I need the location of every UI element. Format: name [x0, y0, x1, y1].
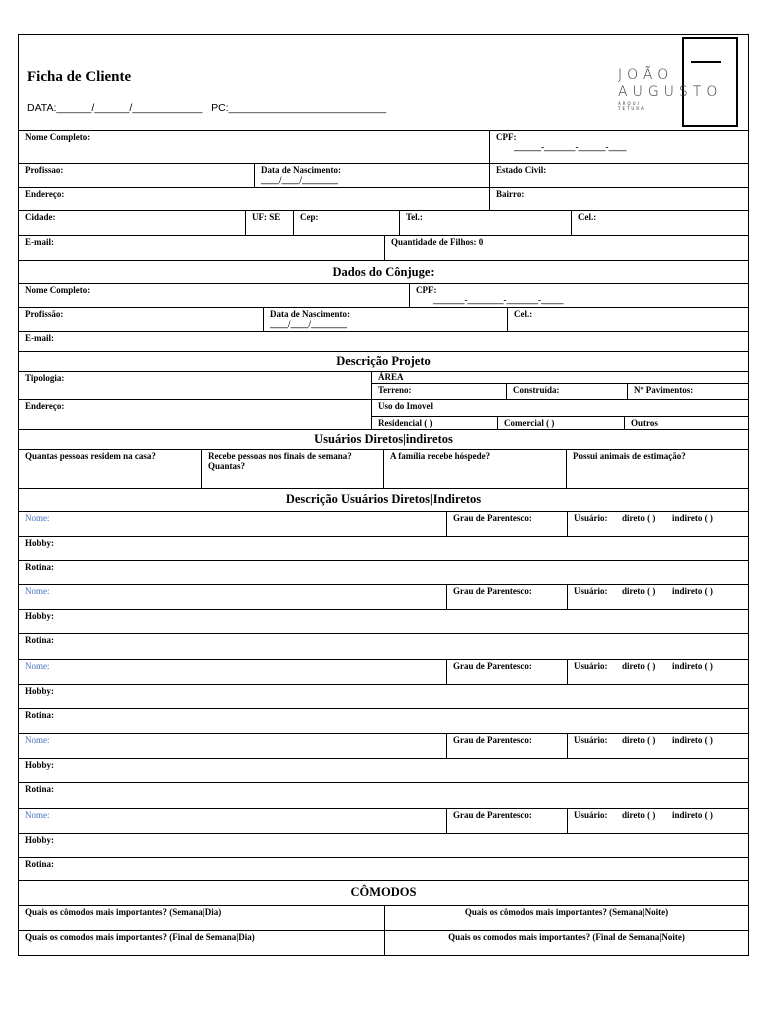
- user-hobby-field[interactable]: [19, 759, 748, 782]
- comodos-fim-semana-noite-label: Quais os comodos mais importantes? (Final de Semana|Noite): [448, 932, 685, 942]
- user-rotina-field[interactable]: [19, 561, 748, 584]
- residencial-label: Residencial ( ): [378, 418, 433, 428]
- comodos-semana-noite-label: Quais os cômodos mais importantes? (Semana|Noite): [464, 907, 669, 917]
- conjuge-profissao-label: Profissão:: [25, 309, 64, 319]
- user-row-hobby: [19, 536, 748, 560]
- profissao-field[interactable]: [19, 164, 254, 187]
- data-nascimento-field[interactable]: [254, 164, 489, 187]
- nome-completo-label: Nome Completo:: [25, 132, 91, 142]
- user-hobby-field[interactable]: [19, 685, 748, 708]
- user-direto-option[interactable]: direto ( ): [622, 661, 656, 671]
- row-conjuge-profissao: [19, 307, 748, 331]
- conjuge-cel-label: Cel.:: [514, 309, 533, 319]
- logo-text-tetura: TETURA: [618, 106, 646, 111]
- user-row-hobby: [19, 609, 748, 633]
- conjuge-email-field[interactable]: [19, 332, 748, 351]
- user-nome-label: Nome:: [25, 661, 50, 671]
- user-hobby-field[interactable]: [19, 834, 748, 857]
- date-pc-line[interactable]: DATA:______/______/____________ PC:___________________________: [27, 102, 387, 114]
- user-nome-field[interactable]: [19, 585, 446, 609]
- user-usuario-label: Usuário:: [574, 735, 608, 745]
- user-usuario-label: Usuário:: [574, 586, 608, 596]
- user-nome-label: Nome:: [25, 586, 50, 596]
- tel-field[interactable]: [399, 211, 571, 235]
- user-hobby-label: Hobby:: [25, 538, 55, 548]
- pessoas-residem-label: Quantas pessoas residem na casa?: [25, 451, 156, 461]
- user-rotina-field[interactable]: [19, 709, 748, 732]
- section-usuarios: [19, 429, 748, 449]
- comodos-semana-dia-field[interactable]: [19, 906, 384, 930]
- cpf-mask: ______-_______-______-____: [514, 142, 627, 152]
- user-row-nome: [19, 584, 748, 609]
- bairro-field[interactable]: [489, 188, 748, 210]
- outros-label: Outros: [631, 418, 658, 428]
- conjuge-nascimento-label: Data de Nascimento:: [270, 309, 350, 319]
- uf-label: UF: SE: [252, 212, 281, 222]
- section-title-conjuge: Dados do Cônjuge:: [332, 265, 435, 279]
- comodos-semana-noite-field[interactable]: [384, 906, 748, 930]
- user-nome-label: Nome:: [25, 513, 50, 523]
- estado-civil-label: Estado Civil:: [496, 165, 547, 175]
- data-nascimento-label: Data de Nascimento:: [261, 165, 341, 175]
- pessoas-residem-field[interactable]: [19, 450, 201, 488]
- user-nome-label: Nome:: [25, 810, 50, 820]
- bairro-label: Bairro:: [496, 189, 525, 199]
- user-usuario-label: Usuário:: [574, 513, 608, 523]
- email-field[interactable]: [19, 236, 384, 260]
- user-hobby-label: Hobby:: [25, 835, 55, 845]
- user-row-nome: [19, 659, 748, 684]
- user-nome-field[interactable]: [19, 660, 446, 684]
- tipologia-label: Tipologia:: [25, 373, 65, 383]
- user-rotina-label: Rotina:: [25, 784, 54, 794]
- user-grau-field[interactable]: [446, 512, 567, 536]
- user-grau-field[interactable]: [446, 809, 567, 833]
- hospede-label: A família recebe hóspede?: [390, 451, 491, 461]
- area-label: ÁREA: [378, 372, 404, 382]
- logo-text-arqui: ARQUI: [618, 101, 641, 106]
- user-rotina-label: Rotina:: [25, 635, 54, 645]
- row-comodos-fim-semana: [19, 930, 748, 955]
- conjuge-nome-field[interactable]: [19, 284, 409, 307]
- conjuge-cpf-label: CPF:: [416, 285, 437, 295]
- section-descricao-usuarios: [19, 488, 748, 511]
- logo-text-joao: JOÃO: [618, 67, 674, 83]
- user-direto-option[interactable]: direto ( ): [622, 586, 656, 596]
- user-indireto-option[interactable]: indireto ( ): [672, 513, 713, 523]
- row-conjuge-email: [19, 331, 748, 351]
- user-row-hobby: [19, 833, 748, 857]
- cpf-label: CPF:: [496, 132, 517, 142]
- user-indireto-option[interactable]: indireto ( ): [672, 810, 713, 820]
- user-tipo-field: [567, 585, 748, 609]
- uf-field[interactable]: [245, 211, 293, 235]
- email-label: E-mail:: [25, 237, 54, 247]
- user-direto-option[interactable]: direto ( ): [622, 513, 656, 523]
- row-endereco: [19, 187, 748, 210]
- cidade-label: Cidade:: [25, 212, 56, 222]
- recebe-pessoas-field[interactable]: [201, 450, 383, 488]
- conjuge-nascimento-field[interactable]: [263, 308, 507, 331]
- uso-imovel-label: Uso do Imovel: [378, 401, 434, 411]
- logo-text-augusto: AUGUSTO: [618, 84, 723, 100]
- user-row-nome: [19, 733, 748, 758]
- data-nascimento-mask: ____/____/________: [261, 175, 339, 185]
- section-comodos: [19, 880, 748, 905]
- user-hobby-label: Hobby:: [25, 760, 55, 770]
- construida-field[interactable]: [506, 384, 627, 400]
- user-row-hobby: [19, 684, 748, 708]
- projeto-endereco-field[interactable]: [19, 400, 371, 429]
- pavimentos-field[interactable]: [627, 384, 749, 400]
- user-indireto-option[interactable]: indireto ( ): [672, 586, 713, 596]
- conjuge-profissao-field[interactable]: [19, 308, 263, 331]
- user-usuario-label: Usuário:: [574, 810, 608, 820]
- user-rotina-label: Rotina:: [25, 859, 54, 869]
- conjuge-cpf-field[interactable]: [409, 284, 748, 307]
- row-email: [19, 235, 748, 260]
- user-grau-label: Grau de Parentesco:: [453, 810, 532, 820]
- section-title-descricao-usuarios: Descrição Usuários Diretos|Indiretos: [285, 492, 482, 506]
- user-grau-field[interactable]: [446, 734, 567, 758]
- row-tipologia: [19, 371, 748, 399]
- quantidade-filhos-field[interactable]: [384, 236, 748, 260]
- cel-label: Cel.:: [578, 212, 597, 222]
- row-usuarios-perguntas: [19, 449, 748, 488]
- logo-dash: [691, 61, 721, 63]
- projeto-endereco-label: Endereço:: [25, 401, 65, 411]
- recebe-pessoas-label: Recebe pessoas nos finais de semana?: [208, 451, 352, 461]
- user-usuario-label: Usuário:: [574, 661, 608, 671]
- user-indireto-option[interactable]: indireto ( ): [672, 735, 713, 745]
- construida-label: Construída:: [513, 385, 560, 395]
- comercial-label: Comercial ( ): [504, 418, 555, 428]
- comodos-fim-semana-noite-field[interactable]: [384, 931, 748, 955]
- conjuge-nascimento-mask: ____/____/________: [270, 319, 348, 329]
- user-rotina-field[interactable]: [19, 858, 748, 881]
- user-row-rotina: [19, 857, 748, 881]
- user-grau-label: Grau de Parentesco:: [453, 735, 532, 745]
- user-grau-label: Grau de Parentesco:: [453, 513, 532, 523]
- hospede-field[interactable]: [383, 450, 566, 488]
- section-projeto: [19, 351, 748, 371]
- cpf-field[interactable]: [489, 131, 748, 163]
- tel-label: Tel.:: [406, 212, 423, 222]
- row-profissao: [19, 163, 748, 187]
- conjuge-email-label: E-mail:: [25, 333, 54, 343]
- terreno-label: Terreno:: [378, 385, 412, 395]
- conjuge-nome-label: Nome Completo:: [25, 285, 91, 295]
- user-row-rotina: [19, 560, 748, 584]
- logo: [615, 35, 748, 130]
- user-tipo-field: [567, 734, 748, 758]
- endereco-label: Endereço:: [25, 189, 65, 199]
- user-direto-option[interactable]: direto ( ): [622, 735, 656, 745]
- user-row-nome: [19, 511, 748, 536]
- user-nome-field[interactable]: [19, 512, 446, 536]
- profissao-label: Profissao:: [25, 165, 64, 175]
- animais-label: Possui animais de estimação?: [573, 451, 686, 461]
- cidade-field[interactable]: [19, 211, 245, 235]
- comodos-fim-semana-dia-label: Quais os comodos mais importantes? (Final de Semana|Dia): [25, 932, 255, 942]
- area-row: [372, 383, 748, 400]
- user-tipo-field: [567, 512, 748, 536]
- user-hobby-label: Hobby:: [25, 686, 55, 696]
- comodos-semana-dia-label: Quais os cômodos mais importantes? (Semana|Dia): [25, 907, 222, 917]
- user-row-rotina: [19, 708, 748, 732]
- row-projeto-endereco: [19, 399, 748, 429]
- terreno-field[interactable]: [372, 384, 506, 400]
- client-form: [18, 34, 749, 956]
- user-rotina-field[interactable]: [19, 634, 748, 657]
- user-grau-field[interactable]: [446, 585, 567, 609]
- row-conjuge-nome: [19, 283, 748, 307]
- section-title-projeto: Descrição Projeto: [336, 354, 431, 368]
- user-nome-field[interactable]: [19, 809, 446, 833]
- user-nome-label: Nome:: [25, 735, 50, 745]
- row-comodos-semana: [19, 905, 748, 930]
- cel-field[interactable]: [571, 211, 748, 235]
- tipologia-field[interactable]: [19, 372, 371, 399]
- form-title: Ficha de Cliente: [27, 69, 132, 85]
- user-row-rotina: [19, 633, 748, 657]
- user-rotina-label: Rotina:: [25, 710, 54, 720]
- conjuge-cel-field[interactable]: [507, 308, 748, 331]
- user-direto-option[interactable]: direto ( ): [622, 810, 656, 820]
- nome-completo-field[interactable]: [19, 131, 489, 163]
- comodos-fim-semana-dia-field[interactable]: [19, 931, 384, 955]
- user-grau-field[interactable]: [446, 660, 567, 684]
- area-group: [371, 372, 748, 399]
- row-cidade: [19, 210, 748, 235]
- section-conjuge: [19, 260, 748, 283]
- quantidade-filhos-label: Quantidade de Filhos: 0: [391, 237, 484, 247]
- uso-imovel-group: [371, 400, 748, 429]
- user-tipo-field: [567, 809, 748, 833]
- animais-field[interactable]: [566, 450, 748, 488]
- quantas-label: Quantas?: [208, 461, 246, 471]
- user-indireto-option[interactable]: indireto ( ): [672, 661, 713, 671]
- user-tipo-field: [567, 660, 748, 684]
- section-title-comodos: CÔMODOS: [350, 885, 417, 899]
- user-rotina-label: Rotina:: [25, 562, 54, 572]
- logo-frame: [682, 37, 738, 127]
- user-row-nome: [19, 808, 748, 833]
- user-rotina-field[interactable]: [19, 783, 748, 806]
- estado-civil-field[interactable]: [489, 164, 748, 187]
- conjuge-cpf-mask: _______-________-_______-_____: [433, 295, 564, 305]
- cep-label: Cep:: [300, 212, 319, 222]
- user-hobby-label: Hobby:: [25, 611, 55, 621]
- cep-field[interactable]: [293, 211, 399, 235]
- user-grau-label: Grau de Parentesco:: [453, 661, 532, 671]
- uso-imovel-row: [372, 416, 748, 430]
- user-nome-field[interactable]: [19, 734, 446, 758]
- user-row-hobby: [19, 758, 748, 782]
- user-row-rotina: [19, 782, 748, 806]
- user-grau-label: Grau de Parentesco:: [453, 586, 532, 596]
- pavimentos-label: Nº Pavimentos:: [634, 385, 694, 395]
- row-nome-cpf: [19, 130, 748, 163]
- user-hobby-field[interactable]: [19, 537, 748, 560]
- user-hobby-field[interactable]: [19, 610, 748, 633]
- section-title-usuarios: Usuários Diretos|indiretos: [314, 432, 453, 446]
- endereco-field[interactable]: [19, 188, 489, 210]
